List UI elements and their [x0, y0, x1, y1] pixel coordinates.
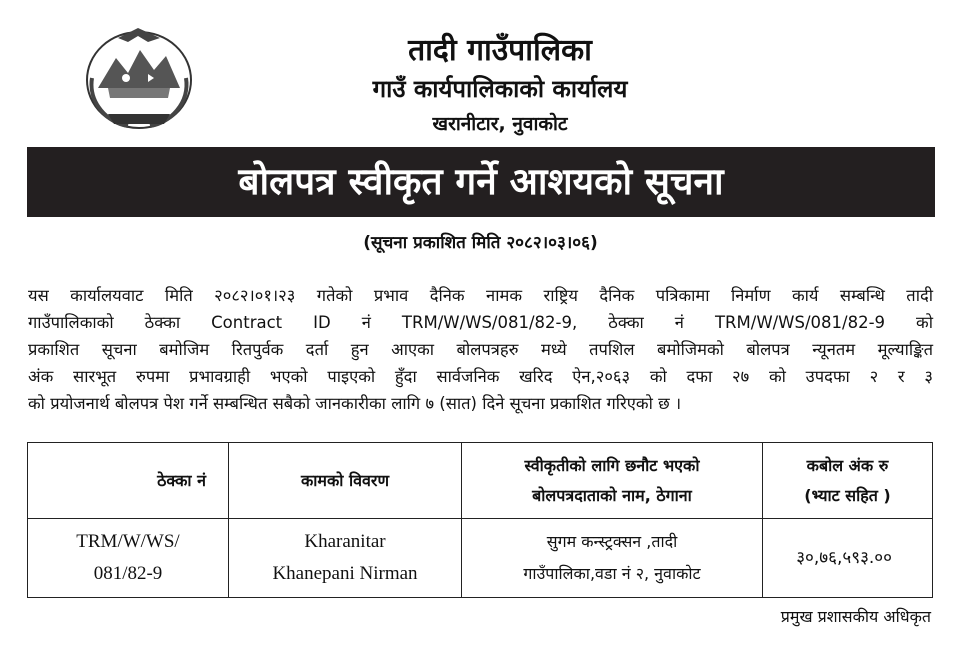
- body-line: को प्रयोजनार्थ बोलपत्र पेश गर्ने सम्बन्धित सबैको जानकारीका लागि ७ (सात) दिने सूचना प्रकाशित गरिएको छ ।: [28, 394, 682, 413]
- body-line: यस कार्यालयवाट मिति २०८२।०१।२३ गतेको प्रभाव दैनिक नामक राष्ट्रिय दैनिक पत्रिकामा निर्माण कार्य सम्बन्धि तादी: [28, 286, 933, 305]
- notice-body: [28, 282, 933, 417]
- header-contract-no: ठेक्का नं: [28, 443, 229, 519]
- cell-description: Kharanitar Khanepani Nirman: [229, 519, 462, 598]
- header-bidder: स्वीकृतीको लागि छनौट भएको बोलपत्रदाताको नाम, ठेगाना: [462, 443, 763, 519]
- body-line: प्रकाशित सूचना बमोजिम रितपुर्वक दर्ता हुन आएका बोलपत्रहरु मध्ये तपशिल बमोजिमको बोलपत्र न्यूनतम मूल्याङ्कित: [28, 340, 933, 359]
- government-emblem-icon: [78, 18, 200, 136]
- signature-title: प्रमुख प्रशासकीय अधिकृत: [780, 607, 931, 626]
- cell-amount: ३०,७६,५९३.००: [763, 519, 933, 598]
- body-line: अंक सारभूत रुपमा प्रभावग्राही भएको पाइएको हुँदा सार्वजनिक खरिद ऐन,२०६३ को दफा २७ को उपदफा २ र ३: [28, 367, 933, 386]
- cell-bidder: सुगम कन्स्ट्रक्सन ,तादी गाउँपालिका,वडा नं २, नुवाकोट: [462, 519, 763, 598]
- office-address: खरानीटार, नुवाकोट: [432, 113, 568, 135]
- cell-contract-no: TRM/W/WS/ 081/82-9: [28, 519, 229, 598]
- publication-date: (सूचना प्रकाशित मिति २०८२।०३।०६): [363, 233, 598, 253]
- office-name: तादी गाउँपालिका: [408, 33, 592, 68]
- notice-title-banner: बोलपत्र स्वीकृत गर्ने आशयको सूचना: [27, 147, 935, 217]
- header-description: कामको विवरण: [229, 443, 462, 519]
- table-header-row: [28, 443, 933, 519]
- header-amount: कबोल अंक रु (भ्याट सहित ): [763, 443, 933, 519]
- bid-table: [27, 442, 933, 598]
- table-row: [28, 519, 933, 598]
- office-subtitle: गाउँ कार्यपालिकाको कार्यालय: [372, 75, 628, 103]
- body-line: गाउँपालिकाको ठेक्का Contract ID नं TRM/W/WS/081/82-9, ठेक्का नं TRM/W/WS/081/82-9 को: [28, 313, 933, 332]
